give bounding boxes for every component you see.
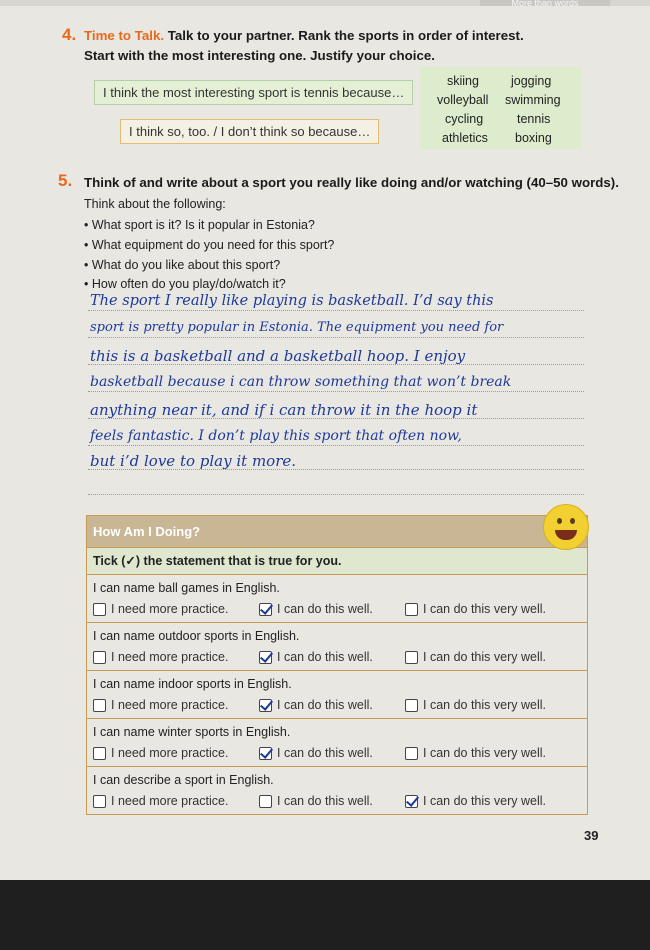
option-do-well[interactable] [259,746,373,760]
assessment-row-title: I can name outdoor sports in English. [93,629,300,643]
writing-line [88,337,584,338]
writing-line [88,494,584,495]
task-4-title [84,26,524,46]
option-do-very-well[interactable] [405,602,546,616]
option-label: I can do this well. [277,794,373,808]
option-label: I can do this very well. [423,650,546,664]
option-do-very-well[interactable] [405,698,546,712]
option-label: I need more practice. [111,746,229,760]
sport-item: volleyball [437,93,489,107]
think-about-label: Think about the following: [84,197,226,211]
task-4-line2: Start with the most interesting one. Justify your choice. [84,48,435,63]
assessment-row [87,622,587,670]
smiley-eye [557,518,562,524]
option-label: I can do this well. [277,746,373,760]
checkbox[interactable] [93,747,106,760]
option-need-practice[interactable] [93,746,228,760]
assessment-row-title: I can name indoor sports in English. [93,677,292,691]
bullet-item: • What do you like about this sport? [84,258,281,272]
checkbox[interactable] [93,603,106,616]
checkbox-checked[interactable] [405,795,418,808]
option-need-practice[interactable] [93,794,228,808]
handwritten-line: basketball because i can throw something that won’t break [90,374,512,390]
assessment-row [87,766,587,814]
smiley-eye [570,518,575,524]
option-need-practice[interactable] [93,698,228,712]
sport-item: cycling [445,112,484,126]
handwritten-line: feels fantastic. I don’t play this sport that often now, [90,428,462,444]
bullet-item: • How often do you play/do/watch it? [84,277,286,291]
writing-line [88,310,584,311]
option-label: I can do this very well. [423,794,546,808]
page-number: 39 [584,828,599,843]
task-5-number: 5. [58,171,73,190]
assessment-row-title: I can describe a sport in English. [93,773,274,787]
smiley-face-icon [543,504,589,550]
bullet-text: What do you like about this sport? [91,258,281,272]
checkbox[interactable] [405,747,418,760]
option-label: I need more practice. [111,698,229,712]
smiley-mouth [555,530,577,540]
task-4-number: 4. [62,25,77,44]
corner-label: More than words [480,0,610,6]
bullet-item: • What sport is it? Is it popular in Estonia? [84,218,315,232]
assessment-row-title: I can name ball games in English. [93,581,280,595]
sport-item: jogging [511,74,552,88]
checkbox[interactable] [405,603,418,616]
option-label: I can do this very well. [423,602,546,616]
self-assessment-title: How Am I Doing? [87,516,587,547]
speech-bubble-1: I think the most interesting sport is tennis because… [94,80,413,105]
assessment-row-title: I can name winter sports in English. [93,725,291,739]
option-do-very-well[interactable] [405,650,546,664]
checkbox[interactable] [93,699,106,712]
option-label: I need more practice. [111,794,229,808]
option-do-well[interactable] [259,602,373,616]
handwritten-line: sport is pretty popular in Estonia. The equipment you need for [90,320,504,335]
option-do-very-well[interactable] [405,746,546,760]
checkbox-checked[interactable] [259,651,272,664]
bullet-text: What sport is it? Is it popular in Estonia? [91,218,315,232]
assessment-row [87,574,587,622]
task-5-title: Think of and write about a sport you really like doing and/or watching (40–50 words). [84,175,619,190]
task-4-title-rest: Talk to your partner. Rank the sports in order of interest. [164,28,524,43]
checkbox[interactable] [405,699,418,712]
checkbox[interactable] [93,651,106,664]
checkbox-checked[interactable] [259,699,272,712]
option-need-practice[interactable] [93,650,228,664]
handwritten-line: this is a basketball and a basketball hoop. I enjoy [90,347,466,365]
checkbox[interactable] [259,795,272,808]
task-4-title-orange: Time to Talk. [84,28,165,43]
checkbox-checked[interactable] [259,603,272,616]
assessment-row [87,670,587,718]
option-label: I can do this well. [277,602,373,616]
option-do-well[interactable] [259,698,373,712]
bottom-shadow [0,880,650,950]
writing-line [88,391,584,392]
writing-line [88,445,584,446]
bullet-text: How often do you play/do/watch it? [91,277,286,291]
speech-bubble-2: I think so, too. / I don’t think so because… [120,119,379,144]
option-label: I need more practice. [111,650,229,664]
handwritten-line: but i’d love to play it more. [90,452,297,470]
option-need-practice[interactable] [93,602,228,616]
tick-instruction: Tick (✓) the statement that is true for you. [87,547,587,574]
option-do-well[interactable] [259,650,373,664]
sports-box [420,67,582,149]
bullet-text: What equipment do you need for this sport? [91,238,335,252]
checkbox[interactable] [405,651,418,664]
sport-item: swimming [505,93,561,107]
option-label: I can do this well. [277,650,373,664]
bullet-item: • What equipment do you need for this sport? [84,238,335,252]
sport-item: athletics [442,131,488,145]
sport-item: boxing [515,131,552,145]
self-assessment-box [86,515,588,815]
assessment-row [87,718,587,766]
option-do-very-well[interactable] [405,794,546,808]
handwritten-line: anything near it, and if i can throw it in the hoop it [90,401,478,419]
sport-item: tennis [517,112,551,126]
checkbox-checked[interactable] [259,747,272,760]
handwritten-line: The sport I really like playing is basketball. I’d say this [90,293,494,309]
option-label: I can do this well. [277,698,373,712]
option-label: I can do this very well. [423,698,546,712]
checkbox[interactable] [93,795,106,808]
option-label: I can do this very well. [423,746,546,760]
option-label: I need more practice. [111,602,229,616]
option-do-well[interactable] [259,794,373,808]
sport-item: skiing [447,74,479,88]
